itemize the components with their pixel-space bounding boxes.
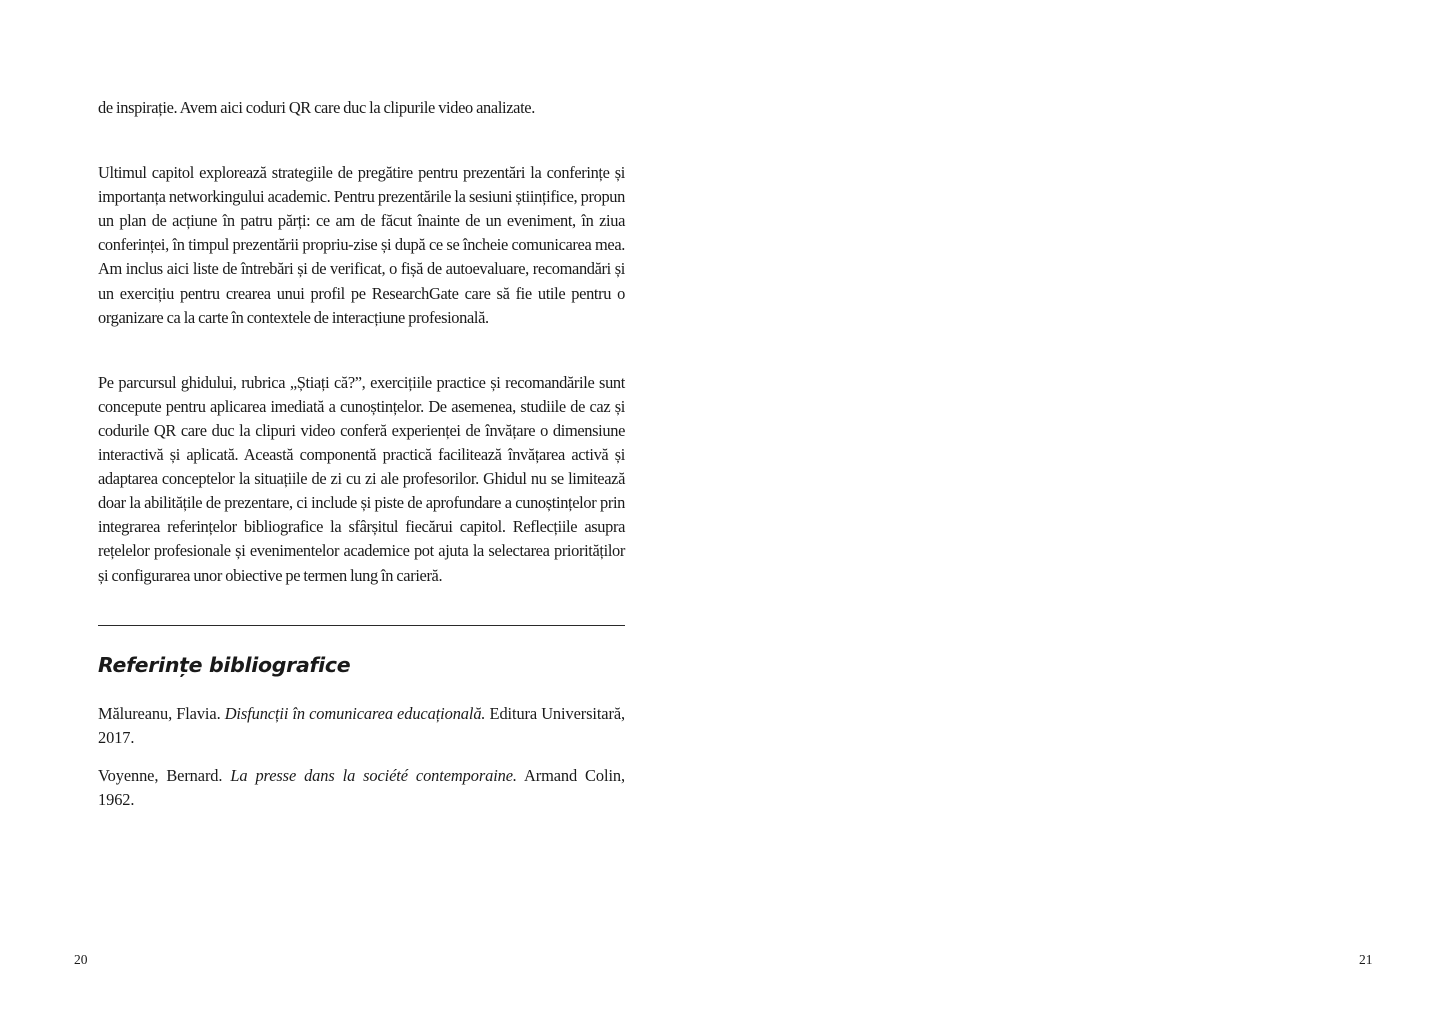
reference-title: La presse dans la société contemporaine. [230, 765, 517, 785]
reference-publisher: Editura Universitară, 2017. [98, 703, 625, 747]
paragraph-guide-overview: Pe parcursul ghidului, rubrica „Știați că?”, exercițiile practice și recomandările sunt concepute pentru aplicarea imediată a cunoștințelor. De asemenea, studiile de caz și codurile QR care duc la clipuri video conferă experienței de învățare o dimensiune interactivă și aplicată. Această componentă practică facilitează învățarea activă și adaptarea conceptelor la situațiile de zi cu zi ale profesorilor. Ghidul nu se limitează doar la abilitățile de prezentare, ci include și piste de aprofundare a cunoștințelor prin integrarea referințelor bibliografice la sfârșitul fiecărui capitol. Reflecțiile asupra rețelelor profesionale și evenimentelor academice pot ajuta la selectarea priorităților și configurarea unor obiective pe termen lung în carieră. [98, 372, 625, 585]
reference-item [98, 764, 625, 812]
reference-publisher: Armand Colin, 1962. [98, 765, 625, 809]
paragraph-last-chapter: Ultimul capitol explorează strategiile de pregătire pentru prezentări la conferințe și importanța networkingului academic. Pentru prezentările la sesiuni științifice, propun un plan de acțiune în patru părți: ce am de făcut înainte de un eveniment, în ziua conferinței, în timpul prezentării propriu-zise și după ce se încheie comunicarea mea. Am inclus aici liste de întrebări și de verificat, o fișă de autoevaluare, recomandări și un exercițiu pentru crearea unui profil pe ResearchGate care să fie utile pentru o organizare ca la carte în contextele de interacțiune profesională. [98, 163, 625, 327]
section-divider [98, 625, 625, 626]
text-column [98, 96, 625, 826]
right-page [723, 0, 1445, 1025]
references-heading: Referințe bibliografice [98, 652, 351, 677]
reference-author: Mălureanu, Flavia. [98, 703, 221, 723]
reference-title: Disfuncții în comunicarea educațională. [224, 703, 486, 723]
references-list [98, 702, 625, 812]
page-number-right: 21 [1359, 952, 1373, 967]
page-number-left: 20 [74, 952, 88, 967]
reference-item [98, 702, 625, 750]
paragraph-continuation: de inspirație. Avem aici coduri QR care duc la clipurile video analizate. [98, 98, 535, 117]
reference-author: Voyenne, Bernard. [98, 765, 223, 785]
left-page [0, 0, 722, 1025]
